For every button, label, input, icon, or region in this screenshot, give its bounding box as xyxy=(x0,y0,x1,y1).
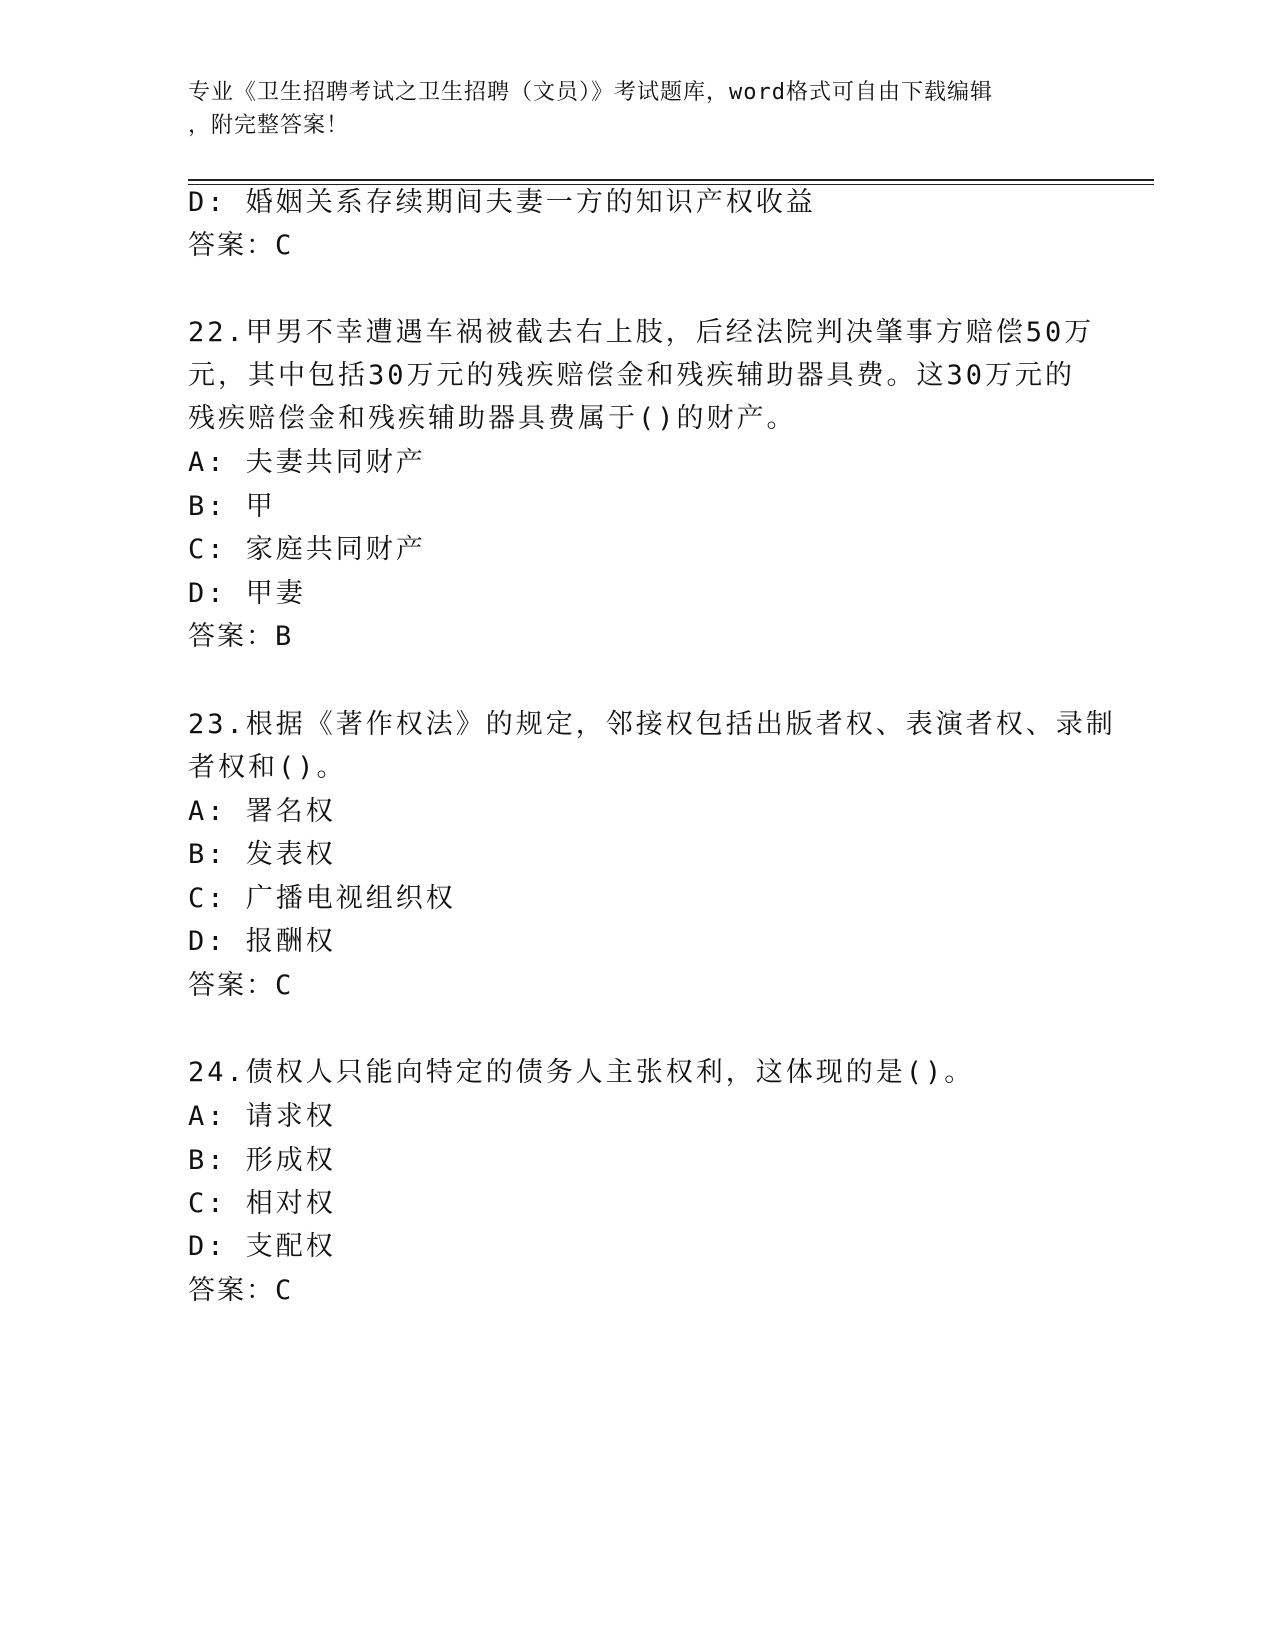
q24-option-a: A: 请求权 xyxy=(188,1101,336,1132)
prev-answer: 答案：C xyxy=(188,230,294,261)
header-line-2: ，附完整答案！ xyxy=(188,113,350,138)
q24-stem-line-1: 24.债权人只能向特定的债务人主张权利，这体现的是()。 xyxy=(188,1057,975,1088)
q22-stem-line-3: 残疾赔偿金和残疾辅助器具费属于()的财产。 xyxy=(188,403,797,434)
q22-stem-line-2: 元，其中包括30万元的残疾赔偿金和残疾辅助器具费。这30万元的 xyxy=(188,360,1076,391)
q22-option-a: A: 夫妻共同财产 xyxy=(188,447,426,478)
header-divider-thick xyxy=(188,179,1154,181)
q23-answer: 答案：C xyxy=(188,970,294,1001)
q24-option-c: C: 相对权 xyxy=(188,1188,336,1219)
q24-option-b: B: 形成权 xyxy=(188,1145,336,1176)
q23-option-a: A: 署名权 xyxy=(188,796,336,827)
document-header xyxy=(188,76,1088,142)
q22-option-c: C: 家庭共同财产 xyxy=(188,534,426,565)
header-divider-thin xyxy=(188,184,1154,185)
q23-stem-line-2: 者权和()。 xyxy=(188,752,347,783)
q23-option-b: B: 发表权 xyxy=(188,839,336,870)
q23-option-d: D: 报酬权 xyxy=(188,926,336,957)
q22-stem-line-1: 22.甲男不幸遭遇车祸被截去右上肢，后经法院判决肇事方赔偿50万 xyxy=(188,317,1095,348)
q23-stem-line-1: 23.根据《著作权法》的规定，邻接权包括出版者权、表演者权、录制 xyxy=(188,709,1116,740)
q22-answer: 答案：B xyxy=(188,621,294,652)
header-line-1: 专业《卫生招聘考试之卫生招聘（文员）》考试题库，word格式可自由下载编辑 xyxy=(188,80,993,105)
q22-option-d: D: 甲妻 xyxy=(188,578,306,609)
q24-option-d: D: 支配权 xyxy=(188,1231,336,1262)
q24-answer: 答案：C xyxy=(188,1275,294,1306)
q23-option-c: C: 广播电视组织权 xyxy=(188,883,456,914)
q22-option-b: B: 甲 xyxy=(188,491,276,522)
prev-option-d: D: 婚姻关系存续期间夫妻一方的知识产权收益 xyxy=(188,187,816,218)
